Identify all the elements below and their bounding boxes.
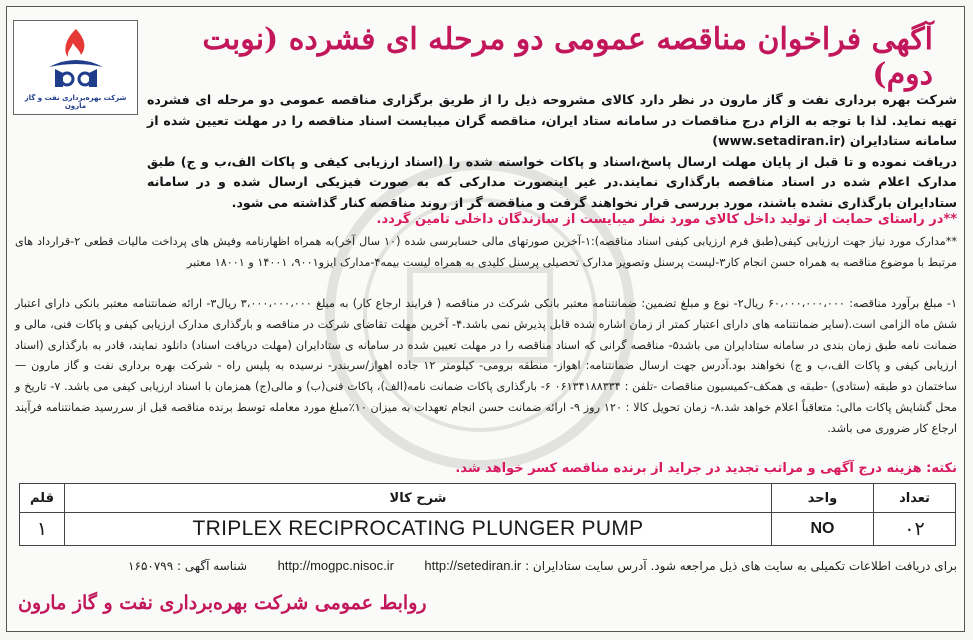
cell-item: ۱ — [20, 513, 65, 546]
header-unit: واحد — [772, 484, 874, 513]
page-title: آگهی فراخوان مناقصه عمومی دو مرحله ای فشرده (نوبت دوم) — [202, 22, 933, 92]
cell-unit: NO — [772, 513, 874, 546]
intro-continuation: دریافت نموده و تا قبل از پایان مهلت ارسال پاسخ،اسناد و پاکات خواسته شده را (اسناد ارزیابی کیفی و پاکات الف،ب و ج) طبق مدارک اعلام شده در اسناد مناقصه بارگذاری نمایند.در غیر اینصورت مدارکی که به صورت فیزیکی ارسال شده و در سامانه ستادایران بارگذاری نشده باشند، مورد بررسی قرار نخواهند گرفت و مناقصه گر از روند مناقصه کنار گذاشته می شود. — [147, 153, 957, 210]
cell-description: TRIPLEX RECIPROCATING PLUNGER PUMP — [65, 513, 772, 546]
flame-emblem-icon — [41, 27, 111, 89]
public-relations-signature: روابط عمومی شرکت بهره‌برداری نفت و گاز مارون — [18, 592, 427, 614]
required-documents: **مدارک مورد نیاز جهت ارزیابی کیفی(طبق فرم ارزیابی کیفی اسناد مناقصه):۱-آخرین صورتهای مالی حسابرسی شده (۱۰ سال آخر)به همراه اظهارنامه وفیش های پرداخت مالیات قطعی ۲-قرارداد های مرتبط با موضوع مناقصه به همراه حسن انجام کار۳-لیست پرسنل وتصویر مدارک تحصیلی پرسنل کلیدی به همراه لیست بیمه۴-مدارک ایزو۹۰۰۱، ۱۴۰۰۱ و ۱۸۰۰۱ معتبر — [15, 235, 957, 269]
setad-label: آدرس سایت ستادایران : — [525, 559, 647, 573]
header-item: قلم — [20, 484, 65, 513]
footer-links — [15, 556, 957, 576]
cell-quantity: ۰۲ — [874, 513, 956, 546]
company-logo — [13, 20, 138, 115]
table-header-row — [20, 484, 956, 513]
intro-text: شرکت بهره برداری نفت و گاز مارون در نظر دارد کالای مشروحه ذیل را از طریق برگزاری مناقصه عمومی دو مرحله ای فشرده تهیه نماید. لذا با توجه به الزام درج مناقصات در سامانه ستاد ایران، مناقصه گران میبایست اسناد مناقصه را در مهلت تعیین شده از سامانه ستادایران (www.setadiran.ir) — [147, 92, 957, 148]
table-row — [20, 513, 956, 546]
more-info-text: برای دریافت اطلاعات تکمیلی به سایت های ذیل مراجعه شود. — [650, 559, 957, 573]
intro-paragraph — [147, 90, 957, 213]
ad-id: شناسه آگهی : ۱۶۵۰۷۹۹ — [128, 559, 248, 573]
logo-caption: شرکت بهره‌برداری نفت و گاز مارون — [24, 94, 127, 110]
header-description: شرح کالا — [65, 484, 772, 513]
header-quantity: تعداد — [874, 484, 956, 513]
items-table — [19, 483, 956, 546]
cost-note: نکته: هزینه درج آگهی و مراتب تجدید در جراید از برنده مناقصه کسر خواهد شد. — [455, 461, 957, 476]
mogpc-link[interactable]: http://mogpc.nisoc.ir — [277, 558, 394, 573]
tender-conditions: ۱- مبلغ برآورد مناقصه: ۶۰،۰۰۰،۰۰۰،۰۰۰ ریال۲- نوع و مبلغ تضمین: ضمانتنامه معتبر بانکی شرکت در مناقصه ( فرایند ارجاع کار) به مبلغ ۳،۰۰۰،۰۰۰،۰۰۰ ریال۳- ارائه ضمانتنامه معتبر بانکی دارای اعتبار شش ماه الزامی است.(سایر ضمانتنامه های دارای اعتبار کمتر از زمان اشاره شده قابل پذیرش نمی باشد.۴- آخرین مهلت تقاضای شرکت در مناقصه و بارگذاری مدارک ارزیابی کیفی و پاکات فنی، مالی و ضمانت نامه طبق زمان بندی در سامانه ستادایران می باشد۵- مناقصه گرانی که اسناد مناقصه را در مهلت تعیین شده در سامانه ی ستادایران (مهلت دریافت اسناد) دانلود نمایند، قادر به بارگذاری (اسناد ارزیابی کیفی و پاکات الف،ب و ج) نخواهند بود.آدرس جهت ارسال ضمانتنامه: اهواز- منطقه برومی- کیلومتر ۱۲ جاده اهواز/سربندر- نرسیده به پلیس راه - شرکت بهره برداری نفت و گاز مارون — ساختمان دو طبقه (ستادی) -طبقه ی همکف-کمیسیون مناقصات -تلفن : ۰۶۱۳۴۱۸۸۳۳۴ ۶- بارگذاری پاکات ضمانت نامه(الف)، پاکات فنی(ب) و مالی(ج) همزمان با اسناد ارزیابی کیفی می باشد. ۷- تاریخ و محل گشایش پاکات مالی: متعاقباً اعلام خواهد شد.۸- زمان تحویل کالا : ۱۲۰ روز ۹- ارائه ضمانت حسن انجام تعهدات به میزان ۱۰٪مبلغ مورد معامله توسط برنده مناقصه قبل از سررسید ضمانتنامه فرآیند ارجاع کار ضروری می باشد. — [15, 297, 958, 435]
domestic-support-notice: **در راستای حمایت از تولید داخل کالای مورد نظر میبایست از سازندگان داخلی تامین گردد. — [376, 212, 957, 227]
setad-link[interactable]: http://setediran.ir — [424, 558, 522, 573]
